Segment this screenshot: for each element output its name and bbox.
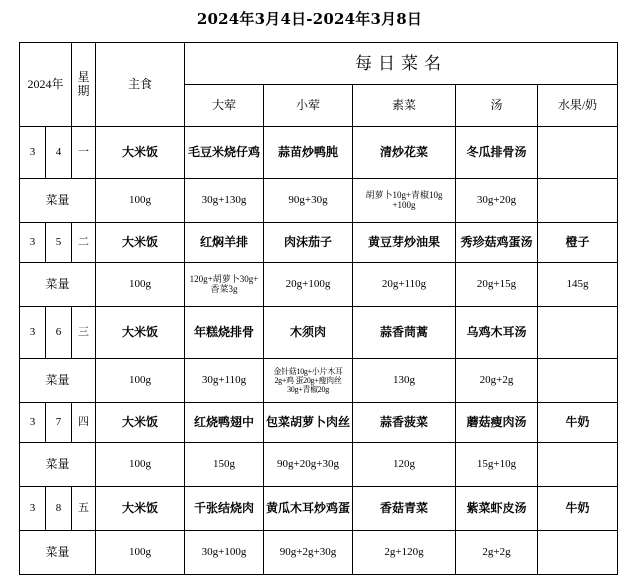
dish-main-meat: 红烧鸭翅中	[185, 403, 264, 443]
dish-main-meat: 红焖羊排	[185, 223, 264, 263]
dish-soup: 秀珍菇鸡蛋汤	[456, 223, 538, 263]
qty-fruit-milk	[538, 443, 618, 487]
qty-fruit-milk	[538, 179, 618, 223]
dish-main-meat: 毛豆米烧仔鸡	[185, 127, 264, 179]
qty-side-meat: 90g+20g+30g	[264, 443, 353, 487]
month-cell: 3	[20, 127, 46, 179]
staple-qty: 100g	[96, 443, 185, 487]
qty-soup: 30g+20g	[456, 179, 538, 223]
header-col-side-meat: 小荤	[264, 85, 353, 127]
header-year: 2024年	[20, 43, 72, 127]
table-row	[20, 443, 618, 487]
qty-label: 菜量	[20, 179, 96, 223]
dish-fruit-milk: 橙子	[538, 223, 618, 263]
dish-vegetable: 黄豆芽炒油果	[353, 223, 456, 263]
dish-soup: 冬瓜排骨汤	[456, 127, 538, 179]
table-row	[20, 179, 618, 223]
day-cell: 7	[46, 403, 72, 443]
month-cell: 3	[20, 307, 46, 359]
dish-fruit-milk: 牛奶	[538, 403, 618, 443]
qty-label: 菜量	[20, 531, 96, 575]
dish-vegetable: 清炒花菜	[353, 127, 456, 179]
header-staple: 主食	[96, 43, 185, 127]
menu-table	[19, 42, 618, 575]
dish-side-meat: 黄瓜木耳炒鸡蛋	[264, 487, 353, 531]
dish-main-meat: 千张结烧肉	[185, 487, 264, 531]
table-row	[20, 403, 618, 443]
qty-label: 菜量	[20, 359, 96, 403]
staple-cell: 大米饭	[96, 127, 185, 179]
weekday-cell: 四	[72, 403, 96, 443]
qty-main-meat: 30g+110g	[185, 359, 264, 403]
qty-vegetable: 胡萝卜10g+青椒10g +100g	[353, 179, 456, 223]
qty-main-meat: 30g+100g	[185, 531, 264, 575]
qty-fruit-milk: 145g	[538, 263, 618, 307]
qty-main-meat: 150g	[185, 443, 264, 487]
qty-side-meat: 20g+100g	[264, 263, 353, 307]
header-col-vegetable: 素菜	[353, 85, 456, 127]
qty-side-meat: 90g+30g	[264, 179, 353, 223]
table-row	[20, 223, 618, 263]
qty-side-meat: 90g+2g+30g	[264, 531, 353, 575]
staple-qty: 100g	[96, 359, 185, 403]
header-col-soup: 汤	[456, 85, 538, 127]
staple-cell: 大米饭	[96, 307, 185, 359]
month-cell: 3	[20, 487, 46, 531]
table-row	[20, 531, 618, 575]
qty-fruit-milk	[538, 359, 618, 403]
weekday-cell: 二	[72, 223, 96, 263]
page-title: 2024年3月4日-2024年3月8日	[196, 10, 423, 28]
weekday-cell: 一	[72, 127, 96, 179]
qty-soup: 2g+2g	[456, 531, 538, 575]
dish-vegetable: 蒜香菠菜	[353, 403, 456, 443]
qty-main-meat: 30g+130g	[185, 179, 264, 223]
qty-fruit-milk	[538, 531, 618, 575]
dish-main-meat: 年糕烧排骨	[185, 307, 264, 359]
weekday-cell: 五	[72, 487, 96, 531]
qty-label: 菜量	[20, 443, 96, 487]
qty-main-meat: 120g+胡萝卜30g+ 香菜3g	[185, 263, 264, 307]
dish-fruit-milk	[538, 307, 618, 359]
month-cell: 3	[20, 223, 46, 263]
qty-side-meat: 金针菇10g+小片木耳2g+鸡 蛋20g+瘦肉丝30g+青椒20g	[264, 359, 353, 403]
dish-side-meat: 肉沫茄子	[264, 223, 353, 263]
header-col-main-meat: 大荤	[185, 85, 264, 127]
table-row	[20, 127, 618, 179]
table-row	[20, 359, 618, 403]
dish-fruit-milk: 牛奶	[538, 487, 618, 531]
day-cell: 6	[46, 307, 72, 359]
table-row	[20, 263, 618, 307]
qty-soup: 20g+2g	[456, 359, 538, 403]
weekday-cell: 三	[72, 307, 96, 359]
qty-vegetable: 120g	[353, 443, 456, 487]
dish-soup: 蘑菇瘦肉汤	[456, 403, 538, 443]
qty-vegetable: 2g+120g	[353, 531, 456, 575]
qty-label: 菜量	[20, 263, 96, 307]
qty-vegetable: 20g+110g	[353, 263, 456, 307]
staple-cell: 大米饭	[96, 487, 185, 531]
day-cell: 8	[46, 487, 72, 531]
qty-soup: 20g+15g	[456, 263, 538, 307]
dish-fruit-milk	[538, 127, 618, 179]
dish-side-meat: 蒜苗炒鸭肫	[264, 127, 353, 179]
staple-qty: 100g	[96, 263, 185, 307]
dish-side-meat: 包菜胡萝卜肉丝	[264, 403, 353, 443]
qty-vegetable: 130g	[353, 359, 456, 403]
staple-cell: 大米饭	[96, 403, 185, 443]
header-weekday: 星期	[72, 43, 96, 127]
dish-soup: 紫菜虾皮汤	[456, 487, 538, 531]
header-menu-title: 每日菜名	[185, 43, 618, 85]
table-row	[20, 307, 618, 359]
dish-vegetable: 蒜香茼蒿	[353, 307, 456, 359]
header-col-fruit-milk: 水果/奶	[538, 85, 618, 127]
dish-soup: 乌鸡木耳汤	[456, 307, 538, 359]
day-cell: 5	[46, 223, 72, 263]
dish-vegetable: 香菇青菜	[353, 487, 456, 531]
staple-cell: 大米饭	[96, 223, 185, 263]
qty-soup: 15g+10g	[456, 443, 538, 487]
dish-side-meat: 木须肉	[264, 307, 353, 359]
staple-qty: 100g	[96, 531, 185, 575]
month-cell: 3	[20, 403, 46, 443]
staple-qty: 100g	[96, 179, 185, 223]
day-cell: 4	[46, 127, 72, 179]
table-row	[20, 487, 618, 531]
